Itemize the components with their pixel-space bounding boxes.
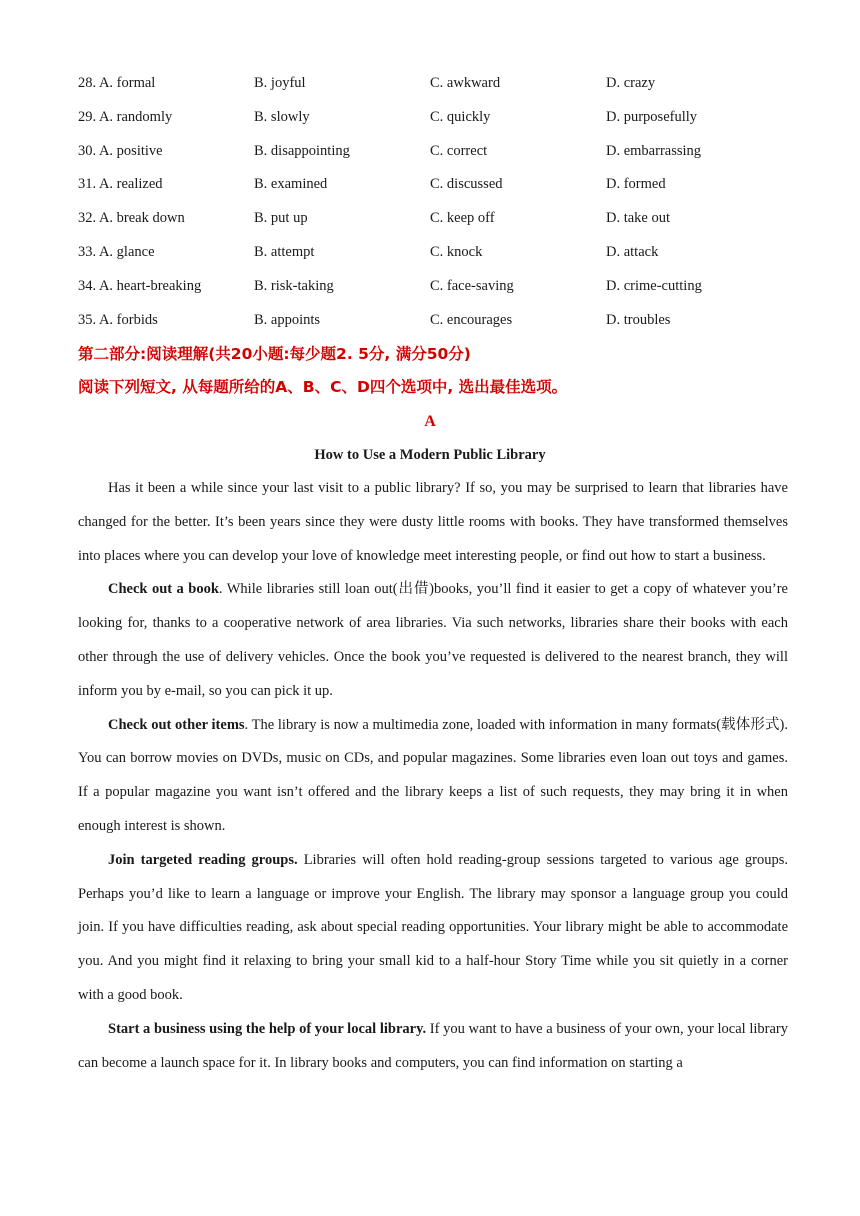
option-row-30 bbox=[78, 139, 798, 163]
option-a: 30. A. positive bbox=[78, 143, 163, 159]
option-b: B. risk-taking bbox=[254, 278, 334, 294]
option-a: 29. A. randomly bbox=[78, 109, 173, 125]
paragraph-2 bbox=[78, 573, 788, 708]
option-a: 34. A. heart-breaking bbox=[78, 278, 202, 294]
option-a: 33. A. glance bbox=[78, 244, 155, 260]
option-row-28 bbox=[78, 71, 798, 95]
option-a: 28. A. formal bbox=[78, 75, 156, 91]
option-a: 31. A. realized bbox=[78, 176, 163, 192]
option-b: B. examined bbox=[254, 176, 328, 192]
section-heading: 第二部分:阅读理解(共20小题:每少题2. 5分, 满分50分) bbox=[78, 345, 471, 363]
paragraph-3 bbox=[78, 709, 788, 844]
option-b: B. joyful bbox=[254, 75, 306, 91]
paragraph-4 bbox=[78, 844, 788, 1013]
option-c: C. discussed bbox=[430, 176, 503, 192]
option-d: D. troubles bbox=[606, 312, 671, 328]
passage-title: How to Use a Modern Public Library bbox=[314, 447, 546, 463]
option-c: C. encourages bbox=[430, 312, 513, 328]
paragraph-lead: Check out other items bbox=[108, 716, 245, 733]
option-row-33 bbox=[78, 240, 798, 264]
passage-letter: A bbox=[424, 413, 436, 430]
option-row-29 bbox=[78, 105, 798, 129]
option-c: C. quickly bbox=[430, 109, 491, 125]
paragraph-text: . While libraries still loan out(出借)books, you’ll find it easier to get a copy of whatever you’re looking for, thanks to a cooperative network of area libraries. Via such networks, libraries share their books with each other through the use of delivery vehicles. Once the book you’ve requested is delivered to the nearest branch, they will inform you by e-mail, so you can pick it up. bbox=[78, 581, 788, 699]
option-d: D. formed bbox=[606, 176, 666, 192]
option-d: D. crime-cutting bbox=[606, 278, 702, 294]
option-d: D. embarrassing bbox=[606, 143, 702, 159]
option-c: C. keep off bbox=[430, 210, 495, 226]
option-b: B. disappointing bbox=[254, 143, 350, 159]
option-d: D. attack bbox=[606, 244, 659, 260]
option-b: B. put up bbox=[254, 210, 308, 226]
paragraph-lead: Join targeted reading groups. bbox=[108, 851, 298, 868]
paragraph-lead: Start a business using the help of your local library. bbox=[108, 1020, 427, 1037]
option-a: 35. A. forbids bbox=[78, 312, 158, 328]
option-b: B. attempt bbox=[254, 244, 315, 260]
option-row-31 bbox=[78, 172, 798, 196]
paragraph-text: If you want to have a business of your own, your local library can become a launch space for it. In library books and computers, you can find information on starting a bbox=[78, 1020, 788, 1071]
option-row-32 bbox=[78, 206, 798, 230]
option-b: B. appoints bbox=[254, 312, 321, 328]
option-a: 32. A. break down bbox=[78, 210, 185, 226]
option-c: C. awkward bbox=[430, 75, 501, 91]
paragraph-1: Has it been a while since your last visit to a public library? If so, you may be surprised to learn that libraries have changed for the better. It’s been years since they were dusty little rooms with books. They have transformed themselves into places where you can develop your love of knowledge meet interesting people, or find out how to start a business. bbox=[78, 480, 788, 564]
option-row-35 bbox=[78, 308, 798, 332]
passage-body bbox=[78, 472, 788, 1080]
paragraph-5 bbox=[78, 1013, 788, 1081]
paragraph-text: . The library is now a multimedia zone, loaded with information in many formats(载体形式). You can borrow movies on DVDs, music on CDs, and popular magazines. Some libraries even loan out toys and games. If a popular magazine you want isn’t offered and the library keeps a list of such requests, they may bring it in when enough interest is shown. bbox=[78, 716, 788, 834]
option-d: D. purposefully bbox=[606, 109, 698, 125]
option-c: C. correct bbox=[430, 143, 488, 159]
option-d: D. crazy bbox=[606, 75, 656, 91]
paragraph-text: Libraries will often hold reading-group sessions targeted to various age groups. Perhaps you’d like to learn a language or improve your English. The library may sponsor a language group you could join. If you have difficulties reading, ask about special reading opportunities. Your library might be able to accommodate you. And you might find it relaxing to bring your small kid to a half-hour Story Time while you sit quietly in a corner with a good book. bbox=[78, 851, 789, 1003]
option-b: B. slowly bbox=[254, 109, 310, 125]
option-d: D. take out bbox=[606, 210, 671, 226]
paragraph-lead: Check out a book bbox=[108, 581, 219, 598]
option-c: C. face-saving bbox=[430, 278, 514, 294]
option-c: C. knock bbox=[430, 244, 483, 260]
section-instruction: 阅读下列短文, 从每题所给的A、B、C、D四个选项中, 选出最佳选项。 bbox=[78, 378, 568, 396]
option-row-34 bbox=[78, 274, 798, 298]
